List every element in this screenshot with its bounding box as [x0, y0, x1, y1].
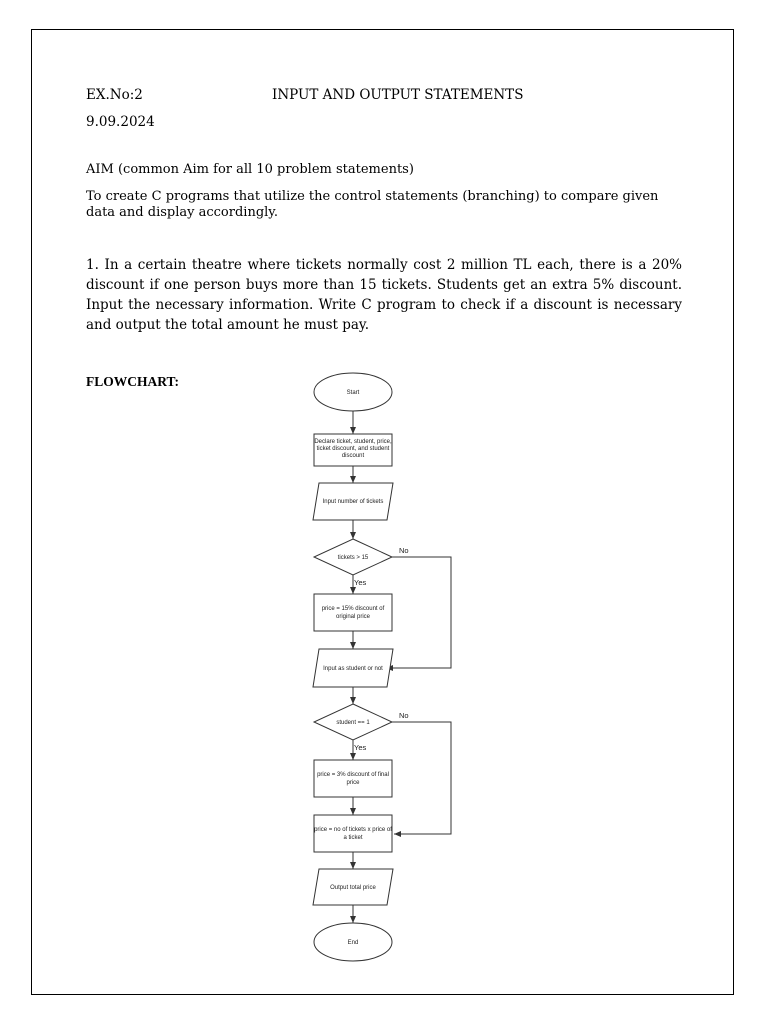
- flowchart-label: FLOWCHART:: [86, 374, 180, 389]
- total-calc-line1: price = no of tickets x price of: [314, 827, 392, 833]
- input-student-label: Input as student or not: [323, 666, 383, 672]
- problem-statement: 1. In a certain theatre where tickets normally cost 2 million TL each, there is a 20% discount if one person buys more than 15 tickets. Students get an extra 5% discount. Input the necessary information. Write C program to check if a discount is necessary and output the total amount he must pay.: [86, 257, 682, 333]
- start-label: Start: [346, 390, 360, 396]
- decision-tickets-label: tickets > 15: [337, 555, 369, 561]
- ticket-discount-line2: original price: [335, 614, 371, 620]
- aim-heading: AIM (common Aim for all 10 problem statements): [86, 162, 414, 177]
- exercise-number: EX.No:2: [86, 87, 143, 103]
- declare-label-line2: ticket discount, and student: [316, 446, 390, 452]
- student-discount-line2: price: [346, 780, 360, 786]
- yes-label-student: Yes: [354, 743, 367, 752]
- total-calc-line2: a ticket: [343, 835, 363, 841]
- yes-label-tickets: Yes: [354, 578, 367, 587]
- input-tickets-label: Input number of tickets: [322, 499, 384, 505]
- student-discount-process: [314, 760, 392, 797]
- student-discount-line1: price = 3% discount of final: [317, 772, 389, 778]
- decision-student-label: student == 1: [336, 720, 370, 726]
- aim-text: To create C programs that utilize the control statements (branching) to compare given data and display accordingly.: [86, 189, 659, 220]
- connector-student-no: [392, 722, 451, 834]
- declare-label-line1: Declare ticket, student, price,: [314, 439, 392, 445]
- connector-decision-no: [386, 557, 451, 668]
- document-date: 9.09.2024: [86, 114, 155, 130]
- output-total-label: Output total price: [330, 885, 376, 891]
- no-label-tickets: No: [399, 546, 409, 555]
- ticket-discount-line1: price = 15% discount of: [321, 606, 385, 612]
- ticket-discount-process: [314, 594, 392, 631]
- end-label: End: [347, 940, 359, 946]
- total-price-process: [314, 815, 392, 852]
- declare-label-line3: discount: [341, 453, 365, 459]
- no-label-student: No: [399, 711, 409, 720]
- document-title: INPUT AND OUTPUT STATEMENTS: [272, 87, 524, 103]
